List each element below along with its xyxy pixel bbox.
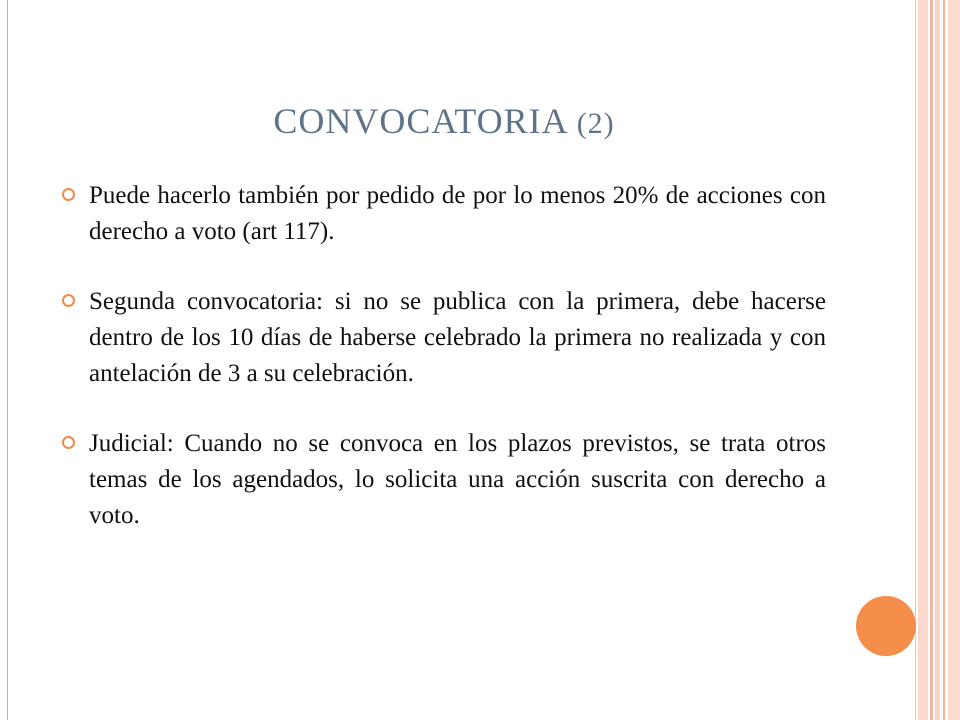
right-decorative-stripe: [943, 0, 945, 720]
bullet-text: Segunda convocatoria: si no se publica con la primera, debe hacerse dentro de los 10 días de haberse celebrado la primera no realizada y con antelación de 3 a su celebración.: [89, 288, 826, 387]
slide-title-suffix: (2): [576, 107, 615, 140]
right-decorative-stripe: [948, 0, 960, 720]
bullet-item: [62, 284, 826, 392]
bullet-list: [62, 178, 826, 568]
slide-title-main: CONVOCATORIA: [273, 101, 567, 141]
bullet-item: [62, 178, 826, 250]
bullet-text: Judicial: Cuando no se convoca en los plazos previstos, se trata otros temas de los agendados, lo solicita una acción suscrita con derecho a voto.: [89, 430, 826, 529]
right-decorative-stripe: [918, 0, 928, 720]
bullet-circle-icon: [62, 294, 75, 307]
right-decorative-stripe: [935, 0, 940, 720]
bullet-circle-icon: [62, 188, 75, 201]
right-decorative-stripe: [915, 0, 916, 720]
bullet-item: [62, 426, 826, 534]
orange-circle-decoration: [856, 596, 916, 656]
right-decorative-stripe: [930, 0, 933, 720]
bullet-text: Puede hacerlo también por pedido de por lo menos 20% de acciones con derecho a voto (art 117).: [89, 182, 826, 245]
bullet-circle-icon: [62, 436, 75, 449]
slide-title: [0, 100, 888, 142]
